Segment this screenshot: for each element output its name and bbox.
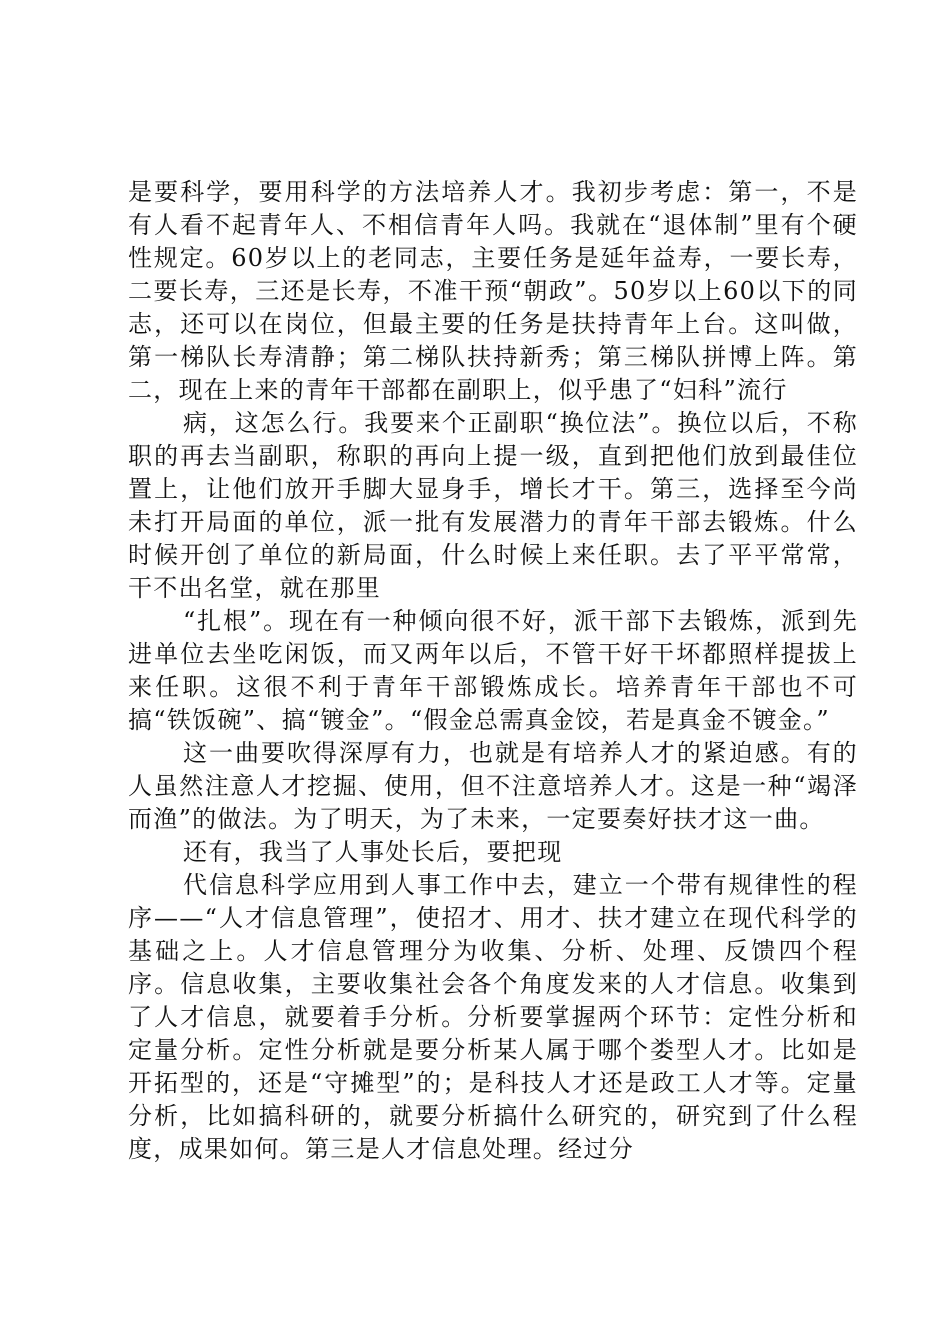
document-page [128,176,858,1166]
paragraph-2: 病，这怎么行。我要来个正副职“换位法”。换位以后，不称职的再去当副职，称职的再向上提一级，直到把他们放到最佳位置上，让他们放开手脚大显身手，增长才干。第三，选择至今尚未打开局面的单位，派一批有发展潜力的青年干部去锻炼。什么时候开创了单位的新局面，什么时候上来任职。去了平平常常，干不出名堂，就在那里 [128,409,858,602]
paragraph-6: 代信息科学应用到人事工作中去，建立一个带有规律性的程序——“人才信息管理”，使招才、用才、扶才建立在现代科学的基础之上。人才信息管理分为收集、分析、处理、反馈四个程序。信息收集，主要收集社会各个角度发来的人才信息。收集到了人才信息，就要着手分析。分析要掌握两个环节：定性分析和定量分析。定性分析就是要分析某人属于哪个娄型人才。比如是开拓型的，还是“守摊型”的；是科技人才还是政工人才等。定量分析，比如搞科研的，就要分析搞什么研究的，研究到了什么程度，成果如何。第三是人才信息处理。经过分 [128,871,858,1163]
paragraph-4: 这一曲要吹得深厚有力，也就是有培养人才的紧迫感。有的人虽然注意人才挖掘、使用，但不注意培养人才。这是一种“竭泽而渔”的做法。为了明天，为了未来，一定要奏好扶才这一曲。 [128,739,858,833]
paragraph-1: 是要科学，要用科学的方法培养人才。我初步考虑：第一，不是有人看不起青年人、不相信青年人吗。我就在“退体制”里有个硬性规定。60岁以上的老同志，主要任务是延年益寿，一要长寿，二要长寿，三还是长寿，不准干预“朝政”。50岁以上60以下的同志，还可以在岗位，但最主要的任务是扶持青年上台。这叫做，第一梯队长寿清静；第二梯队扶持新秀；第三梯队拼博上阵。第二，现在上来的青年干部都在副职上，似乎患了“妇科”流行 [128,178,858,404]
paragraph-5: 还有，我当了人事处长后，要把现 [183,838,563,866]
paragraph-3: “扎根”。现在有一种倾向很不好，派干部下去锻炼，派到先进单位去坐吃闲饭，而又两年以后，不管干好干坏都照样提拔上来任职。这很不利于青年干部锻炼成长。培养青年干部也不可搞“铁饭碗”、搞“镀金”。“假金总需真金饺，若是真金不镀金。” [128,607,858,734]
